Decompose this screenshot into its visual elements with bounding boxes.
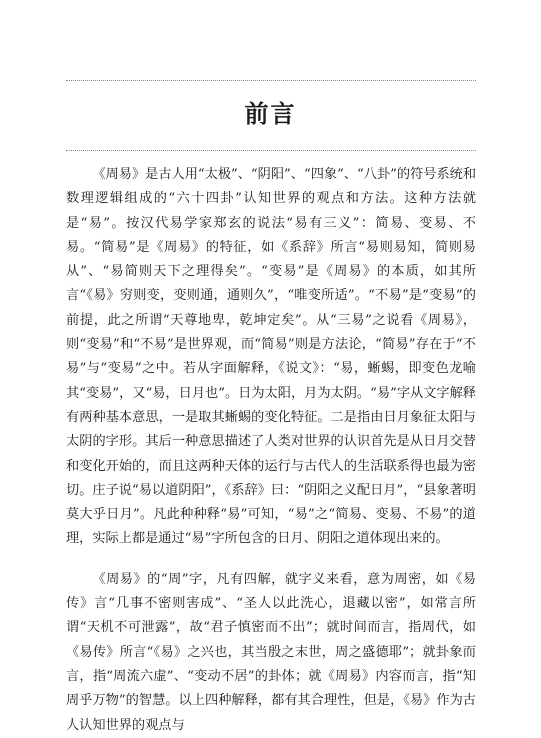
paragraph-2: 《周易》的“周”字，凡有四解，就字义来看，意为周密，如《易传》言“几事不密则害成”、“圣人以此洗心，退藏以密”，如常言所谓“天机不可泄露”，故“君子慎密而不出”；就时间而言，指周代，如《易传》所言“《易》之兴也，其当殷之末世，周之盛德耶”；就卦象而言，指“周流六虚”、“变动不居”的卦体；就《周易》内容而言，指“知周乎万物”的智慧。以上四种解释，都有其合理性，但是，《易》作为古人认知世界的观点与 [66,571,476,733]
top-divider [66,80,476,81]
page-title: 前言 [244,99,297,128]
paragraph-1: 《周易》是古人用“太极”、“阴阳”、“四象”、“八卦”的符号系统和数理逻辑组成的“六十四卦”认知世界的观点和方法。这种方法就是“易”。按汉代易学家郑玄的说法“易有三义”：简易、变易、不易。“简易”是《周易》的特征，如《系辞》所言“易则易知，简则易从”、“易简则天下之理得矣”。“变易”是《周易》的本质，如其所言“《易》穷则变，变则通，通则久”，“唯变所适”。“不易”是“变易”的前提，此之所谓“天尊地卑，乾坤定矣”。从“三易”之说看《周易》，则“变易”和“不易”是世界观，而“简易”则是方法论，“简易”存在于“不易”与“变易”之中。若从字面解释，《说文》：“易，蜥蜴，即变色龙喻其“变易”，又“易，日月也”。日为太阳，月为太阴。“易”字从文字解释有两种基本意思，一是取其蜥蜴的变化特征。二是指由日月象征太阳与太阴的字形。其后一种意思描述了人类对世界的认识首先是从日月交替和变化开始的，而且这两种天体的运行与古代人的生活联系得也最为密切。庄子说“易以道阴阳”，《系辞》曰：“阴阳之义配日月”，“县象著明莫大乎日月”。凡此种种释“易”可知，“易”之“简易、变易、不易”的道理，实际上都是通过“易”字所包含的日月、阴阳之道体现出来的。 [66,167,477,547]
bottom-divider [66,150,476,151]
body-text [66,163,476,738]
